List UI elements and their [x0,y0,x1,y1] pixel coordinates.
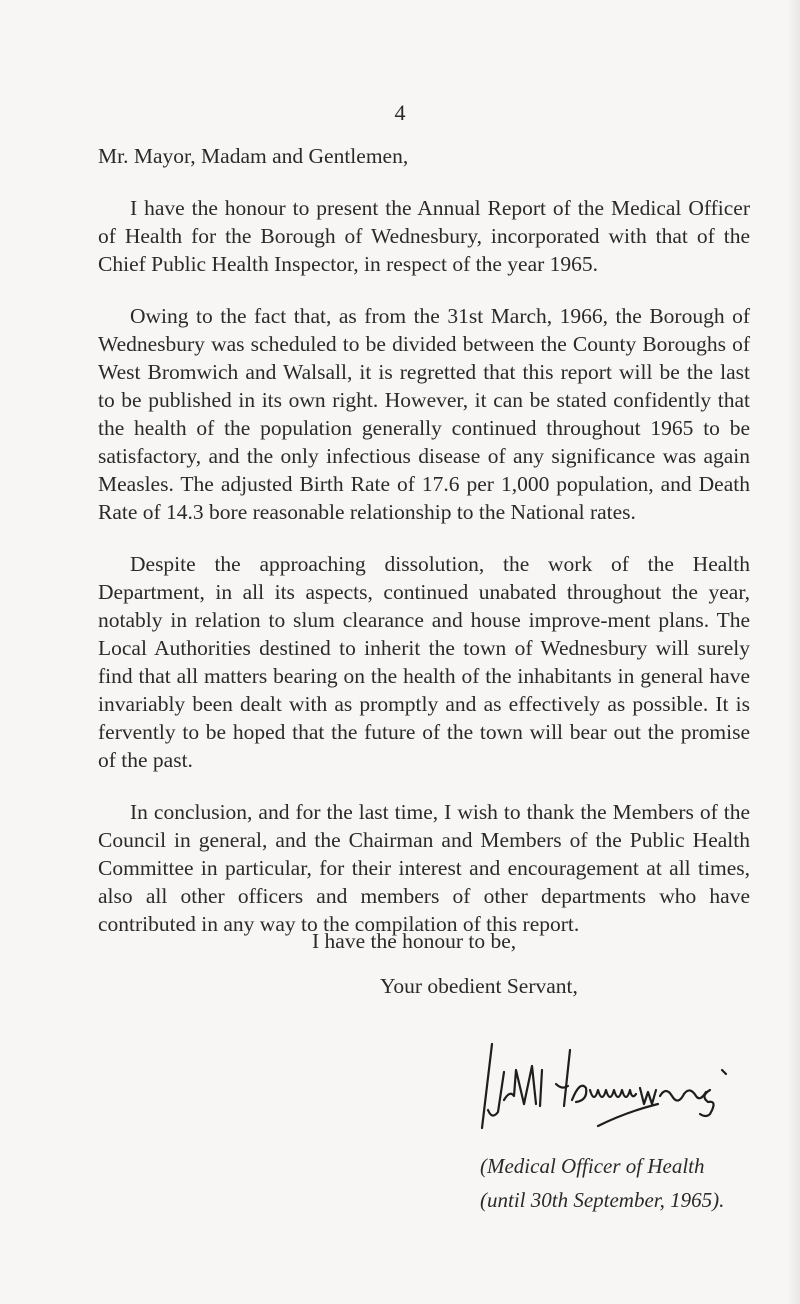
paragraph-4: In conclusion, and for the last time, I wish to thank the Members of the Council in general, and the Chairman and Members of the Public Health Committee in particular, for their interest and encouragement at all times, also all other officers and members of other departments who have contributed in any way to the compilation of this report. [98,800,750,936]
page-number: 4 [394,100,406,125]
paragraph-1: I have the honour to present the Annual Report of the Medical Officer of Health for the Borough of Wednesbury, incorporated with that of the Chief Public Health Inspector, in respect of the year 1965. [98,196,750,276]
paragraph-2: Owing to the fact that, as from the 31st March, 1966, the Borough of Wednesbury was scheduled to be divided between the County Boroughs of West Bromwich and Walsall, it is regretted that this report will be the last to be published in its own right. However, it can be stated confidently that the health of the population generally continued throughout 1965 to be satisfactory, and the only infectious disease of any significance was again Measles. The adjusted Birth Rate of 17.6 per 1,000 population, and Death Rate of 14.3 bore reasonable relationship to the National rates. [98,304,750,524]
page-edge-shadow [786,0,800,1304]
closing-line-1: I have the honour to be, [312,929,517,953]
handwritten-signature [478,1040,760,1132]
salutation: Mr. Mayor, Madam and Gentlemen, [98,144,409,168]
signatory-title-line-2: (until 30th September, 1965). [480,1188,725,1212]
letter-body [98,142,750,938]
closing-line-2: Your obedient Servant, [380,974,578,998]
paragraph-3: Despite the approaching dissolution, the work of the Health Department, in all its aspects, continued unabated throughout the year, notably in relation to slum clearance and house improve-ment plans. The Local Authorities destined to inherit the town of Wednesbury will surely find that all matters bearing on the health of the inhabitants in general have invariably been dealt with as promptly and as effectively as possible. It is fervently to be hoped that the future of the town will bear out the promise of the past. [98,552,750,772]
signatory-title-line-1: (Medical Officer of Health [480,1154,705,1178]
